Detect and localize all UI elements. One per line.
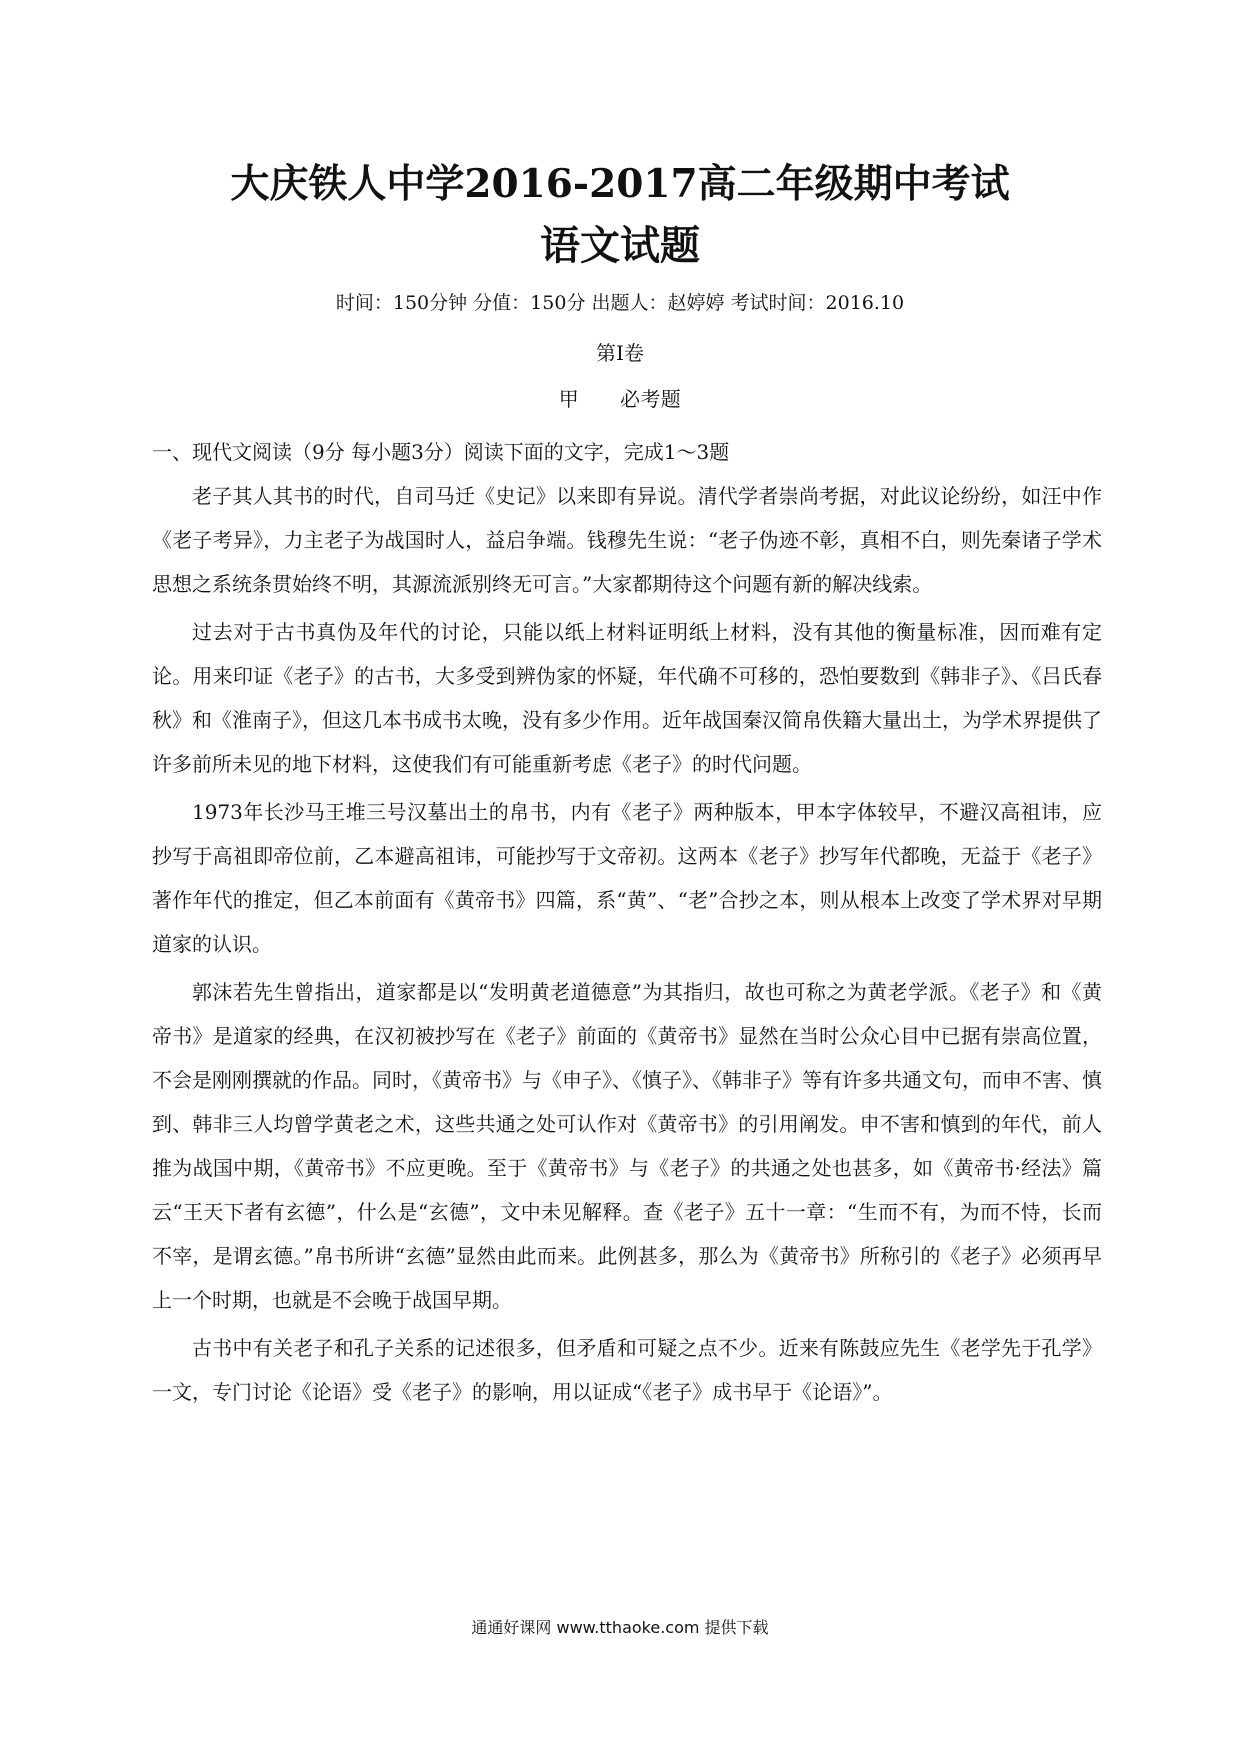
reading-paragraph-5: 古书中有关老子和孔子关系的记述很多，但矛盾和可疑之点不少。近来有陈鼓应先生《老学先于孔学》一文，专门讨论《论语》受《老子》的影响，用以证成“《老子》成书早于《论语》”。 <box>152 1336 1102 1404</box>
exam-subject-title: 语文试题 <box>540 222 700 269</box>
reading-paragraph-3: 1973年长沙马王堆三号汉墓出土的帛书，内有《老子》两种版本，甲本字体较早，不避汉高祖讳，应抄写于高祖即帝位前，乙本避高祖讳，可能抄写于文帝初。这两本《老子》抄写年代都晚，无益于《老子》著作年代的推定，但乙本前面有《黄帝书》四篇，系“黄”、“老”合抄之本，则从根本上改变了学术界对早期道家的认识。 <box>152 800 1102 956</box>
reading-section <box>152 430 1102 1418</box>
volume-heading: 第Ⅰ卷 <box>596 341 644 365</box>
exam-title: 大庆铁人中学2016-2017高二年级期中考试 <box>230 161 1010 207</box>
exam-meta-line: 时间：150分钟 分值：150分 出题人：赵婷婷 考试时间：2016.10 <box>335 292 905 314</box>
reading-paragraph-2: 过去对于古书真伪及年代的讨论，只能以纸上材料证明纸上材料，没有其他的衡量标准，因而难有定论。用来印证《老子》的古书，大多受到辨伪家的怀疑，年代确不可移的，恐怕要数到《韩非子》、《吕氏春秋》和《淮南子》，但这几本书成书太晚，没有多少作用。近年战国秦汉简帛佚籍大量出土，为学术界提供了许多前所未见的地下材料，这使我们有可能重新考虑《老子》的时代问题。 <box>152 620 1102 776</box>
reading-paragraph-1: 老子其人其书的时代，自司马迁《史记》以来即有异说。清代学者崇尚考据，对此议论纷纷，如汪中作《老子考异》，力主老子为战国时人，益启争端。钱穆先生说：“老子伪迹不彰，真相不白，则先秦诸子学术思想之系统条贯始终不明，其源流派别终无可言。”大家都期待这个问题有新的解决线索。 <box>152 484 1102 596</box>
reading-section-heading: 一、现代文阅读（9分 每小题3分）阅读下面的文字，完成1～3题 <box>152 440 730 464</box>
download-footer: 通通好课网 www.tthaoke.com 提供下载 <box>471 1618 769 1637</box>
required-section-heading: 甲 必考题 <box>558 387 682 411</box>
reading-paragraph-4: 郭沫若先生曾指出，道家都是以“发明黄老道德意”为其指归，故也可称之为黄老学派。《老子》和《黄帝书》是道家的经典，在汉初被抄写在《老子》前面的《黄帝书》显然在当时公众心目中已据有崇高位置，不会是刚刚撰就的作品。同时，《黄帝书》与《申子》、《慎子》、《韩非子》等有许多共通文句，而申不害、慎到、韩非三人均曾学黄老之术，这些共通之处可认作对《黄帝书》的引用阐发。申不害和慎到的年代，前人推为战国中期，《黄帝书》不应更晚。至于《黄帝书》与《老子》的共通之处也甚多，如《黄帝书·经法》篇云“王天下者有玄德”，什么是“玄德”，文中未见解释。查《老子》五十一章：“生而不有，为而不恃，长而不宰，是谓玄德。”帛书所讲“玄德”显然由此而来。此例甚多，那么为《黄帝书》所称引的《老子》必须再早上一个时期，也就是不会晚于战国早期。 <box>152 980 1102 1312</box>
